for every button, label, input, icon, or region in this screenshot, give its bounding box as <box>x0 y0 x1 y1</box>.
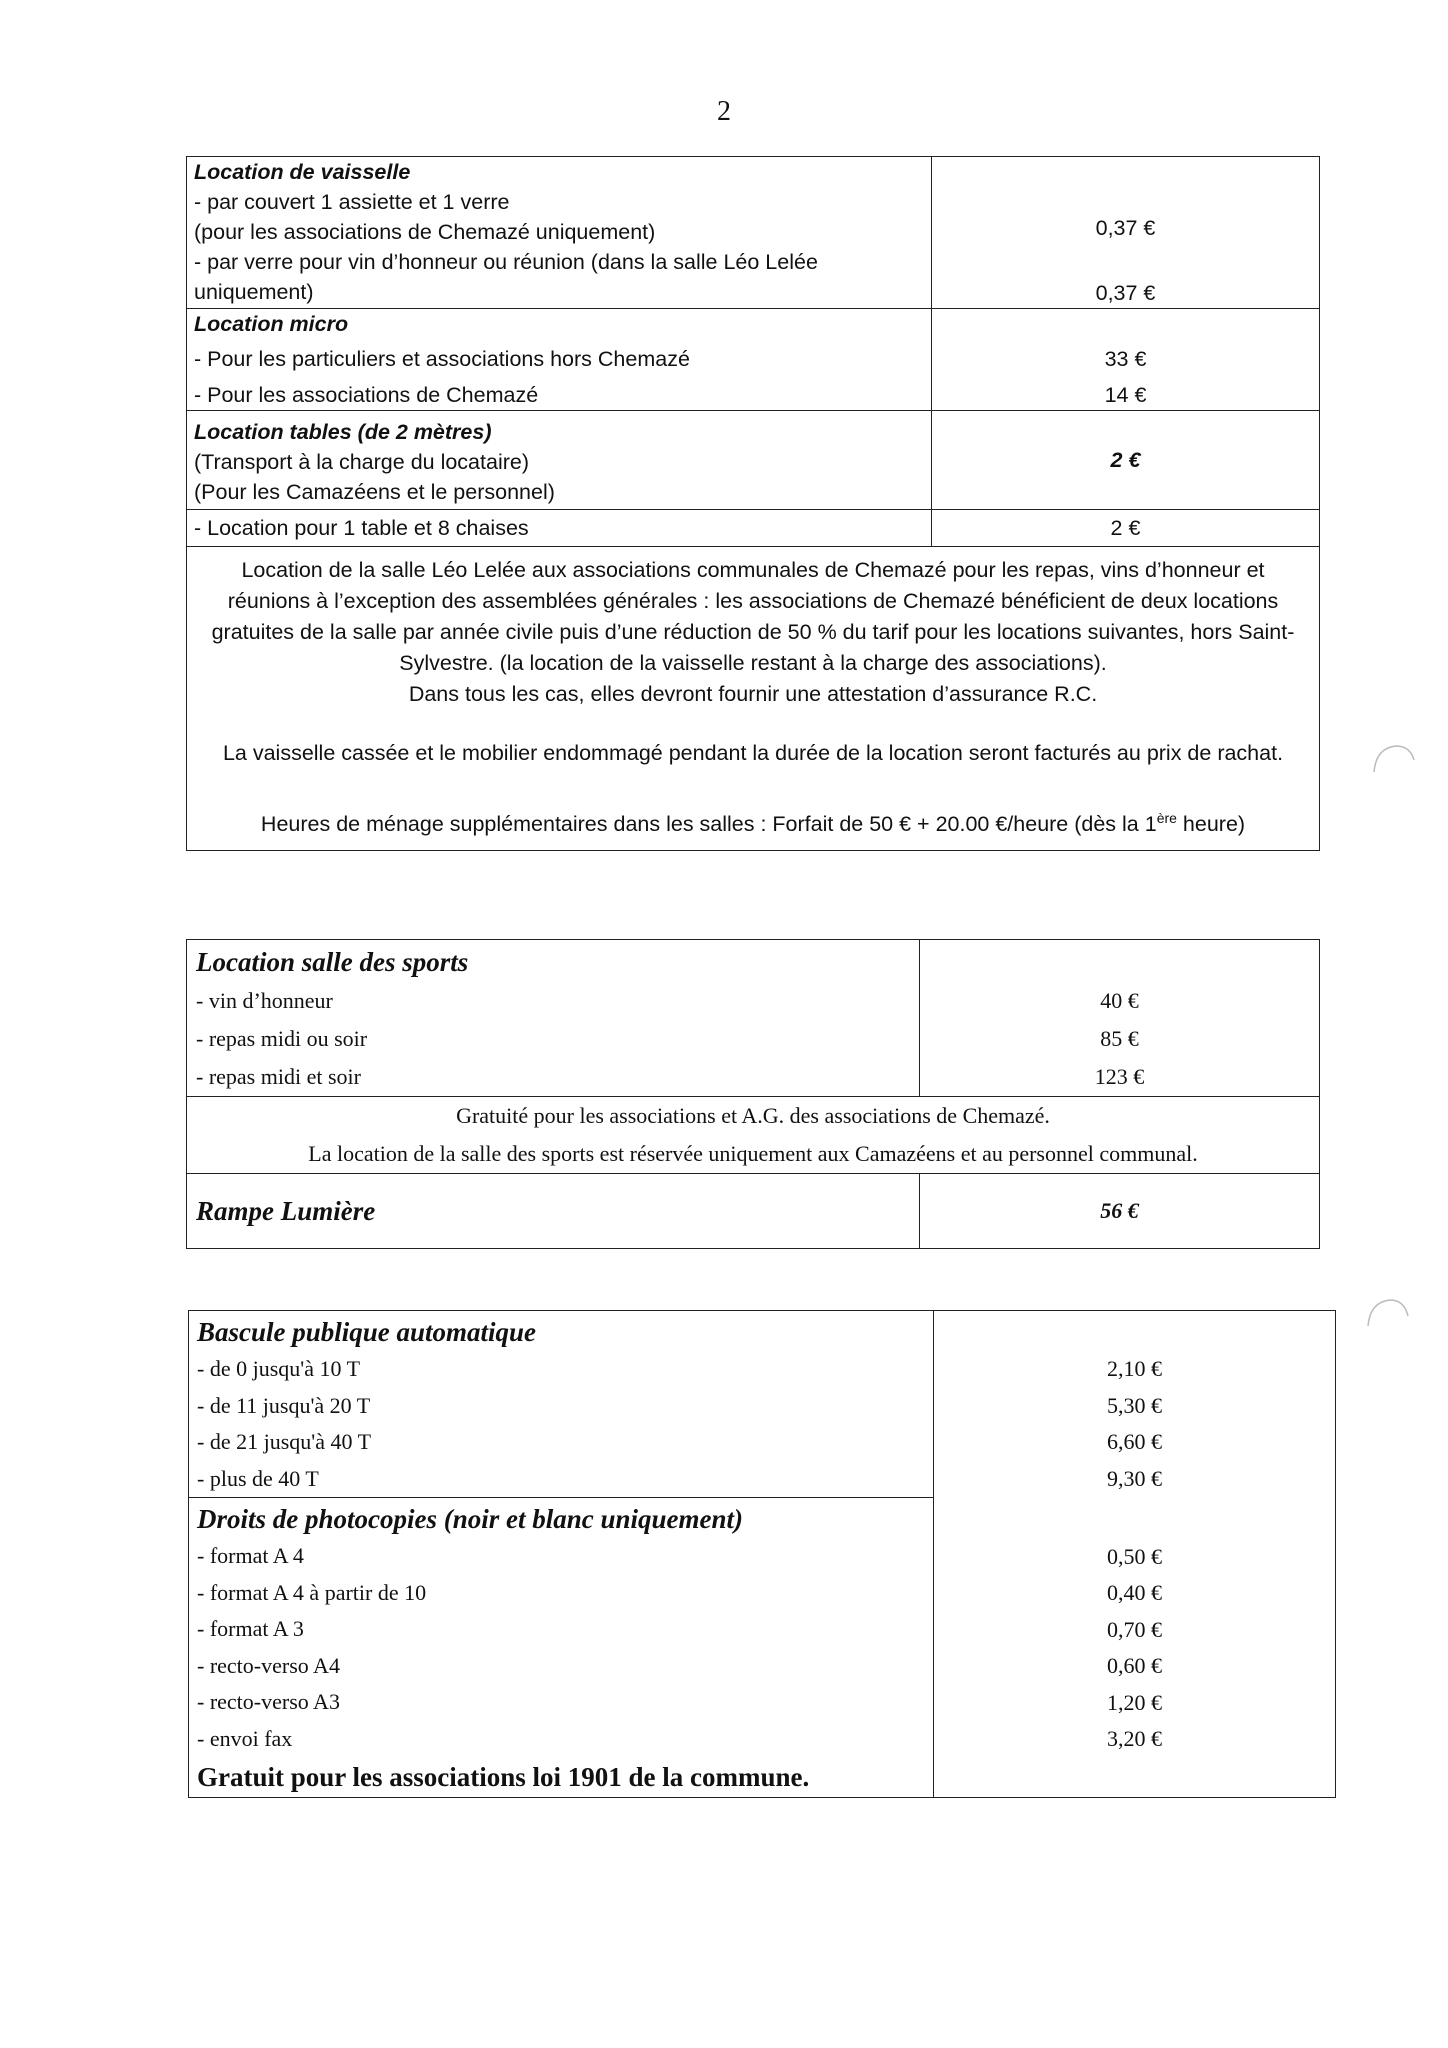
sports-notes <box>187 1097 1320 1174</box>
sports-note: La location de la salle des sports est réservée uniquement aux Camazéens et au personnel communal. <box>308 1141 1198 1166</box>
photocopies-row-label: - recto-verso A4 <box>197 1652 340 1678</box>
micro-row-label: - Pour les associations de Chemazé <box>194 383 539 407</box>
sports-title: Location salle des sports <box>196 947 469 977</box>
tables-row <box>187 510 1320 547</box>
photocopies-row-label: - format A 4 à partir de 10 <box>197 1579 427 1605</box>
photocopies-row-label: - envoi fax <box>197 1725 293 1751</box>
scan-mark-icon <box>1366 1296 1410 1330</box>
photocopies-row-label: - format A 3 <box>197 1616 304 1641</box>
photocopies-price: 0,60 € <box>1107 1653 1162 1678</box>
micro-section <box>187 309 1320 411</box>
tables-title: Location tables (de 2 mètres) <box>194 420 492 444</box>
notes-section <box>187 547 1320 851</box>
sports-price: 85 € <box>1100 1026 1139 1051</box>
photocopies-price: 0,50 € <box>1107 1543 1162 1569</box>
bascule-photocopies-table <box>188 1310 1336 1798</box>
vaisselle-title: Location de vaisselle <box>194 160 411 184</box>
bascule-row-label: - de 21 jusqu'à 40 T <box>197 1429 372 1454</box>
bascule-price: 2,10 € <box>1107 1356 1162 1381</box>
note-paragraph: Dans tous les cas, elles devront fournir une attestation d’assurance R.C. <box>408 682 1098 706</box>
photocopies-row-label: - recto-verso A3 <box>197 1689 340 1714</box>
note-paragraph: Location de la salle Léo Lelée aux associations communales de Chemazé pour les repas, vins d’honneur et réunions à l’exception des assemblées générales : les associations de Chemazé bénéficient de deux locations gratuites de la salle par année civile puis d’une réduction de 50 % du tarif pour les locations suivantes, hors Saint-Sylvestre. (la location de la vaisselle restant à la charge des associations). <box>211 558 1295 675</box>
photocopies-price: 0,40 € <box>1107 1580 1162 1605</box>
sports-note: Gratuité pour les associations et A.G. des associations de Chemazé. <box>456 1103 1050 1128</box>
tables-line: (Transport à la charge du locataire) <box>194 450 530 474</box>
micro-price: 14 € <box>1104 383 1147 407</box>
vaisselle-section <box>187 157 1320 309</box>
tarifs-salle-table <box>186 156 1320 851</box>
photocopies-price: 1,20 € <box>1107 1689 1162 1715</box>
bascule-price: 6,60 € <box>1107 1429 1162 1454</box>
sports-row-label: - vin d’honneur <box>196 988 333 1013</box>
tables-line: (Pour les Camazéens et le personnel) <box>194 480 555 504</box>
bascule-title: Bascule publique automatique <box>197 1317 537 1347</box>
bascule-row-label: - de 11 jusqu'à 20 T <box>197 1392 371 1418</box>
scan-mark-icon <box>1372 742 1416 776</box>
micro-title: Location micro <box>194 312 349 336</box>
bascule-row-label: - plus de 40 T <box>197 1465 319 1491</box>
sports-price: 40 € <box>1100 988 1139 1013</box>
vaisselle-row-label: - par couvert 1 assiette et 1 verre <box>194 190 510 214</box>
tables-price: 2 € <box>1110 448 1141 472</box>
bascule-price: 9,30 € <box>1107 1465 1162 1491</box>
tables-row-price: 2 € <box>1110 516 1141 540</box>
note-paragraph: Heures de ménage supplémentaires dans les salles : Forfait de 50 € + 20.00 €/heure (dès la 1ère heure) <box>260 810 1246 837</box>
tables-section <box>187 411 1320 510</box>
rampe-price: 56 € <box>920 1174 1320 1249</box>
photocopies-title: Droits de photocopies (noir et blanc uniquement) <box>197 1504 744 1534</box>
bascule-section <box>189 1311 1336 1798</box>
vaisselle-row-sub: (pour les associations de Chemazé uniquement) <box>194 220 656 244</box>
bascule-price: 5,30 € <box>1107 1392 1162 1418</box>
rampe-row <box>187 1174 1320 1249</box>
page-number: 2 <box>717 96 731 127</box>
vaisselle-price: 0,37 € <box>1095 281 1156 305</box>
photocopies-price: 0,70 € <box>1107 1616 1162 1642</box>
micro-price: 33 € <box>1104 347 1147 371</box>
note-paragraph: La vaisselle cassée et le mobilier endommagé pendant la durée de la location seront facturés au prix de rachat. <box>222 741 1284 765</box>
photocopies-row-label: - format A 4 <box>197 1543 304 1568</box>
sports-price: 123 € <box>1094 1064 1145 1089</box>
salle-sports-table <box>186 939 1320 1249</box>
photocopies-footer: Gratuit pour les associations loi 1901 de la commune. <box>197 1762 810 1792</box>
sports-section <box>187 940 1320 1097</box>
micro-row-label: - Pour les particuliers et associations hors Chemazé <box>194 347 690 371</box>
photocopies-price: 3,20 € <box>1107 1726 1162 1751</box>
tables-row-label: - Location pour 1 table et 8 chaises <box>194 516 529 540</box>
vaisselle-price: 0,37 € <box>1095 216 1156 240</box>
sports-row-label: - repas midi et soir <box>196 1064 361 1089</box>
rampe-label: Rampe Lumière <box>187 1174 920 1249</box>
bascule-row-label: - de 0 jusqu'à 10 T <box>197 1356 361 1381</box>
vaisselle-row-label: - par verre pour vin d’honneur ou réunion (dans la salle Léo Lelée uniquement) <box>194 250 818 304</box>
sports-row-label: - repas midi ou soir <box>196 1026 368 1051</box>
